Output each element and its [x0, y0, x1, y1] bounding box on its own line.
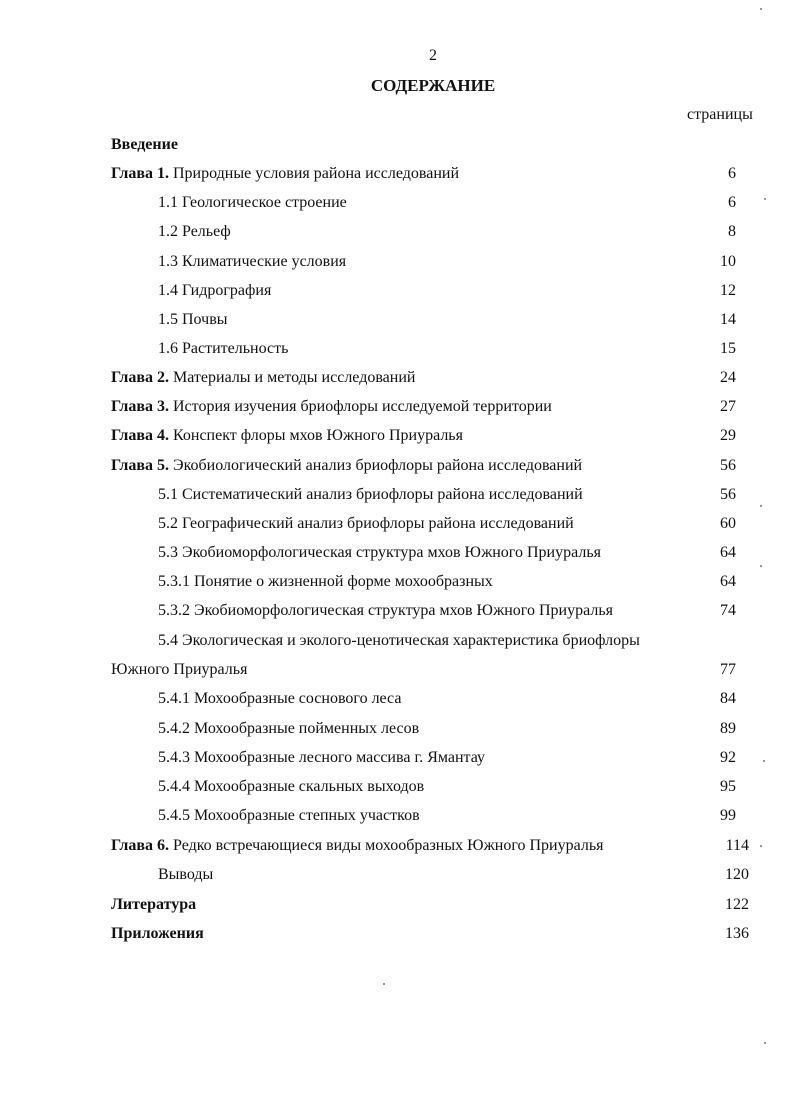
toc-entry-page: 95: [720, 778, 736, 795]
page-title: СОДЕРЖАНИЕ: [370, 76, 496, 95]
toc-entry-text: 1.6 Растительность: [158, 340, 289, 357]
toc-entry-text: Редко встречающиеся виды мохообразных Южного Приуралья: [169, 837, 604, 854]
toc-entry-page: 74: [720, 602, 736, 619]
toc-entry-text: 5.4.3 Мохообразные лесного массива г. Ямантау: [158, 749, 486, 766]
toc-entry-page: 56: [720, 457, 736, 474]
toc-entry-text: 5.1 Систематический анализ бриофлоры района исследований: [158, 486, 583, 503]
toc-entry-text: 1.3 Климатические условия: [158, 253, 347, 270]
scan-speck: [763, 760, 765, 762]
toc-entry: [111, 835, 604, 857]
page-number: 2: [429, 47, 437, 64]
toc-entry-text: Южного Приуралья: [111, 661, 248, 678]
toc-entry-page: 92: [720, 749, 736, 766]
toc-entry: [158, 192, 347, 214]
scan-speck: [760, 565, 762, 567]
toc-entry: [158, 805, 420, 827]
toc-entry-text: 5.4.4 Мохообразные скальных выходов: [158, 778, 425, 795]
toc-entry-page: 29: [720, 427, 736, 444]
toc-entry: [158, 864, 213, 886]
toc-entry-page: 24: [720, 369, 736, 386]
toc-entry-text: История изучения бриофлоры исследуемой территории: [169, 398, 552, 415]
toc-entry: [111, 894, 196, 916]
toc-entry-page: 136: [725, 925, 749, 942]
toc-entry: [158, 600, 613, 622]
toc-entry-text: 5.4 Экологическая и эколого-ценотическая характеристика бриофлоры: [158, 632, 640, 649]
toc-entry-label: Глава 4.: [111, 427, 169, 444]
toc-entry: [158, 484, 583, 506]
toc-entry-page: 122: [725, 896, 749, 913]
toc-entry-text: 1.2 Рельеф: [158, 223, 231, 240]
toc-entry-label: Литература: [111, 896, 197, 913]
toc-entry: [158, 630, 640, 652]
scan-speck: [760, 845, 762, 847]
toc-entry-label: Глава 5.: [111, 457, 169, 474]
toc-entry-text: 1.1 Геологическое строение: [158, 194, 347, 211]
toc-entry: [158, 542, 601, 564]
toc-entry-label: Глава 2.: [111, 369, 169, 386]
toc-entry-text: 5.4.1 Мохообразные соснового леса: [158, 690, 402, 707]
toc-entry-label: Глава 1.: [111, 165, 169, 182]
toc-entry-page: 99: [720, 807, 736, 824]
toc-entry: [158, 280, 271, 302]
toc-entry-page: 64: [720, 573, 736, 590]
toc-entry-page: 8: [728, 223, 736, 240]
toc-entry-label: Глава 6.: [111, 837, 169, 854]
toc-entry: [111, 396, 552, 418]
toc-entry: [158, 747, 485, 769]
toc-entry: [111, 163, 459, 185]
toc-entry-text: 5.3.2 Экобиоморфологическая структура мхов Южного Приуралья: [158, 602, 613, 619]
pages-column-header: страницы: [687, 106, 753, 123]
toc-entry: [158, 571, 493, 593]
toc-entry-page: 84: [720, 690, 736, 707]
toc-entry: [158, 513, 574, 535]
toc-entry: [158, 718, 419, 740]
scan-speck: [760, 505, 762, 507]
toc-entry: [111, 425, 463, 447]
toc-entry-label: Введение: [111, 136, 178, 153]
toc-entry-page: 60: [720, 515, 736, 532]
toc-entry-page: 77: [720, 661, 736, 678]
toc-entry-text: Природные условия района исследований: [169, 165, 460, 182]
toc-entry-page: 10: [720, 253, 736, 270]
toc-entry: [111, 455, 582, 477]
toc-entry-page: 6: [728, 165, 736, 182]
toc-entry: [158, 776, 424, 798]
toc-entry: [111, 659, 247, 681]
toc-entry: [158, 251, 346, 273]
toc-entry-page: 6: [728, 194, 736, 211]
scan-speck: [760, 8, 762, 10]
toc-entry-label: Глава 3.: [111, 398, 169, 415]
toc-entry-page: 89: [720, 720, 736, 737]
toc-entry-page: 15: [720, 340, 736, 357]
toc-entry-page: 12: [720, 282, 736, 299]
toc-entry-page: 14: [720, 311, 736, 328]
toc-entry: [111, 923, 204, 945]
toc-entry-text: 1.5 Почвы: [158, 311, 228, 328]
toc-entry: [158, 221, 231, 243]
scan-speck: [383, 983, 385, 985]
toc-entry-label: Приложения: [111, 925, 204, 942]
toc-entry-text: 5.3.1 Понятие о жизненной форме мохообразных: [158, 573, 493, 590]
toc-entry-text: Выводы: [158, 866, 214, 883]
toc-entry: [158, 688, 401, 710]
toc-entry-text: 5.4.5 Мохообразные степных участков: [158, 807, 420, 824]
toc-entry-text: 5.2 Географический анализ бриофлоры района исследований: [158, 515, 574, 532]
toc-entry-text: Материалы и методы исследований: [169, 369, 416, 386]
toc-entry-page: 56: [720, 486, 736, 503]
toc-entry-text: 1.4 Гидрография: [158, 282, 272, 299]
toc-entry: [158, 338, 288, 360]
toc-entry: [111, 367, 415, 389]
toc-entry-page: 64: [720, 544, 736, 561]
scan-speck: [764, 1042, 766, 1044]
toc-entry-text: Конспект флоры мхов Южного Приуралья: [169, 427, 463, 444]
toc-entry-text: 5.3 Экобиоморфологическая структура мхов Южного Приуралья: [158, 544, 601, 561]
toc-entry-page: 27: [720, 398, 736, 415]
toc-entry: [111, 134, 178, 156]
toc-entry-text: Экобиологический анализ бриофлоры района исследований: [169, 457, 583, 474]
toc-entry-page: 114: [725, 837, 749, 854]
toc-entry-text: 5.4.2 Мохообразные пойменных лесов: [158, 720, 420, 737]
toc-entry-page: 120: [725, 866, 749, 883]
scan-speck: [764, 198, 766, 200]
toc-entry: [158, 309, 228, 331]
